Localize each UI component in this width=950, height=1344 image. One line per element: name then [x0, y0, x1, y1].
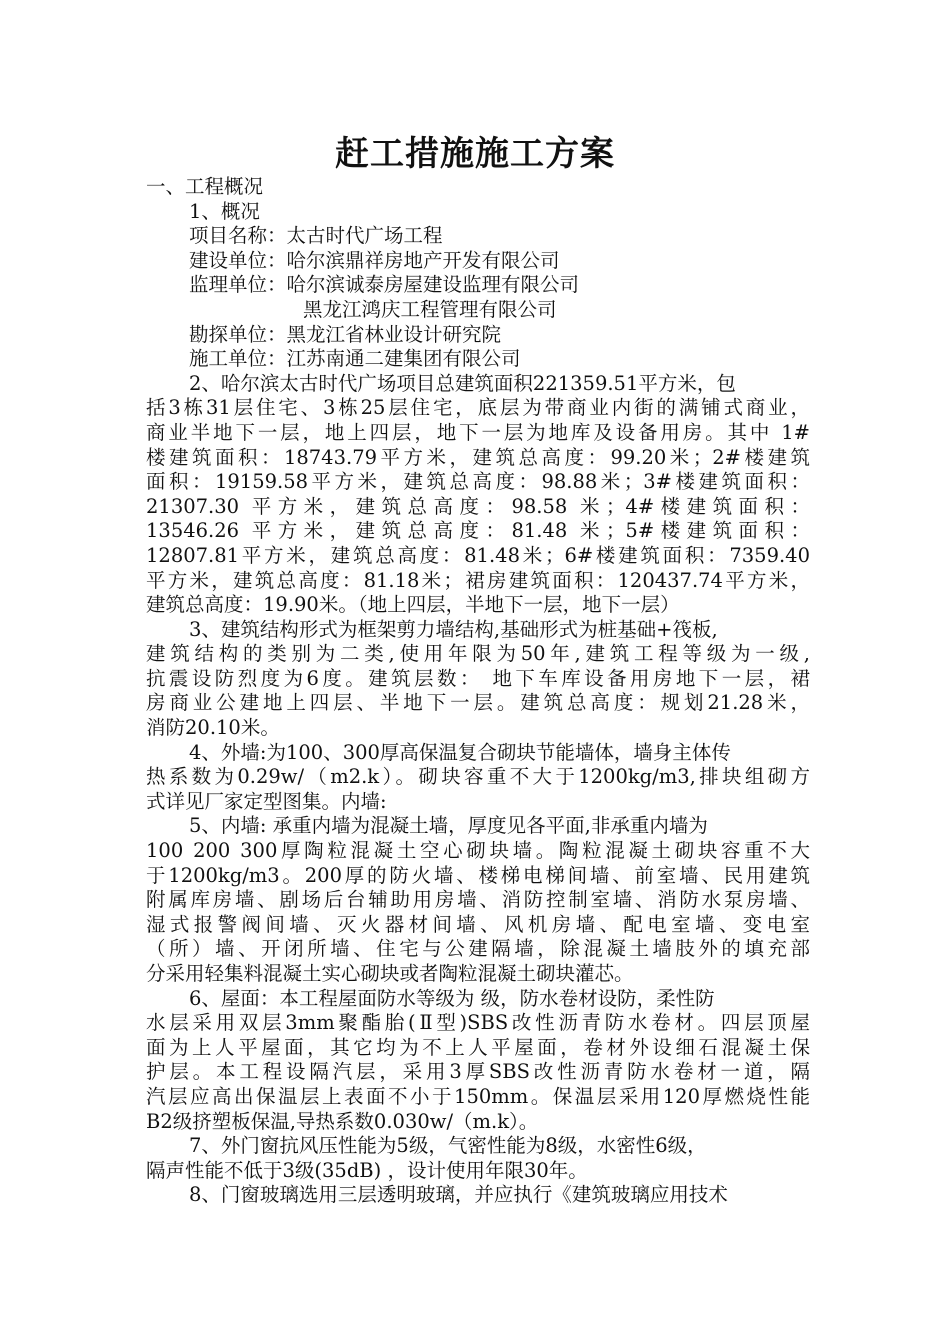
paragraph-5 [146, 814, 810, 986]
paragraph-line: 分采用轻集料混凝土实心砌块或者陶粒混凝土砌块灌芯。 [146, 962, 634, 985]
document-body [146, 175, 810, 1208]
paragraph-line: （所）墙、开闭所墙、住宅与公建隔墙，除混凝土墙肢外的填充部 [146, 937, 810, 961]
paragraph-line: B2级挤塑板保温,导热系数0.030w/（m.k）。 [146, 1109, 539, 1133]
paragraph-line: 21307.30 平方米，建筑总高度：98.58 米；4#楼建筑面积： [146, 494, 810, 518]
paragraph-line: 护层。本工程设隔汽层，采用3厚SBS改性沥青防水卷材一道，隔 [146, 1060, 810, 1084]
paragraph-3 [146, 618, 810, 741]
paragraph-line: 13546.26 平方米，建筑总高度：81.48 米；5#楼建筑面积： [146, 519, 810, 543]
supervision-unit-line-2: 黑龙江鸿庆工程管理有限公司 [303, 297, 557, 321]
paragraph-line: 抗震设防烈度为6度。建筑层数： 地下车库设备用房地下一层，裙 [146, 666, 810, 690]
paragraph-line: 4、外墙:为100、300厚高保温复合砌块节能墙体，墙身主体传 [189, 740, 731, 764]
paragraph-line: 12807.81平方米，建筑总高度：81.48米；6#楼建筑面积：7359.40 [146, 543, 810, 567]
paragraph-line: 式详见厂家定型图集。内墙: [146, 789, 387, 813]
paragraph-7 [146, 1134, 810, 1183]
construction-unit-line: 建设单位：哈尔滨鼎祥房地产开发有限公司 [189, 248, 560, 272]
paragraph-2 [146, 372, 810, 618]
paragraph-line: 建筑结构的类别为二类,使用年限为50年,建筑工程等级为一级, [146, 642, 810, 666]
paragraph-line: 商业半地下一层，地上四层，地下一层为地库及设备用房。其中 1# [146, 420, 810, 444]
paragraph-line: 3、建筑结构形式为框架剪力墙结构,基础形式为桩基础+筏板, [189, 617, 718, 641]
paragraph-line: 7、外门窗抗风压性能为5级，气密性能为8级，水密性6级， [189, 1134, 707, 1158]
paragraph-line: 水层采用双层3mm聚酯胎(Ⅱ型)SBS改性沥青防水卷材。四层顶屋 [146, 1011, 810, 1035]
paragraph-line: 8、门窗玻璃选用三层透明玻璃，并应执行《建筑玻璃应用技术 [189, 1183, 728, 1207]
paragraph-line: 楼建筑面积：18743.79平方米，建筑总高度：99.20米；2#楼建筑 [146, 445, 810, 469]
paragraph-line: 湿式报警阀间墙、灭火器材间墙、风机房墙、配电室墙、变电室 [146, 912, 810, 936]
paragraph-line: 隔声性能不低于3级(35dB) ，设计使用年限30年。 [146, 1158, 588, 1182]
paragraph-line: 100 200 300厚陶粒混凝土空心砌块墙。陶粒混凝土砌块容重不大 [146, 839, 810, 863]
paragraph-line: 消防20.10米。 [146, 716, 280, 740]
project-name-line: 项目名称：太古时代广场工程 [189, 224, 443, 248]
paragraph-4 [146, 741, 810, 815]
document-title: 赶工措施施工方案 [335, 134, 615, 174]
subsection-heading: 1、概况 [189, 199, 260, 223]
builder-unit-line: 施工单位：江苏南通二建集团有限公司 [189, 347, 521, 371]
paragraph-line: 括3栋31层住宅、3栋25层住宅，底层为带商业内街的满铺式商业， [146, 396, 810, 420]
paragraph-8 [146, 1183, 810, 1208]
survey-unit-line: 勘探单位：黑龙江省林业设计研究院 [189, 322, 502, 346]
paragraph-line: 面为上人平屋面，其它均为不上人平屋面，卷材外设细石混凝土保 [146, 1035, 810, 1059]
section-heading: 一、工程概况 [146, 175, 264, 198]
paragraph-line: 房商业公建地上四层、半地下一层。建筑总高度：规划21.28米， [146, 691, 810, 715]
paragraph-line: 于1200kg/m3。200厚的防火墙、楼梯电梯间墙、前室墙、民用建筑 [146, 863, 810, 887]
supervision-unit-line: 监理单位：哈尔滨诚泰房屋建设监理有限公司 [189, 273, 580, 297]
paragraph-6 [146, 987, 810, 1135]
paragraph-line: 5、内墙: 承重内墙为混凝土墙，厚度见各平面,非承重内墙为 [189, 814, 708, 838]
paragraph-line: 6、屋面：本工程屋面防水等级为 级，防水卷材设防，柔性防 [189, 986, 715, 1010]
paragraph-line: 建筑总高度：19.90米。（地上四层，半地下一层，地下一层） [146, 593, 680, 617]
paragraph-line: 平方米，建筑总高度：81.18米；裙房建筑面积：120437.74平方米， [146, 568, 810, 592]
paragraph-line: 附属库房墙、剧场后台辅助用房墙、消防控制室墙、消防水泵房墙、 [146, 888, 810, 912]
paragraph-line: 热系数为0.29w/（m2.k）。砌块容重不大于1200kg/m3,排块组砌方 [146, 765, 810, 789]
paragraph-line: 2、哈尔滨太古时代广场项目总建筑面积221359.51平方米，包 [189, 371, 736, 395]
paragraph-line: 汽层应高出保温层上表面不小于150mm。保温层采用120厚燃烧性能 [146, 1084, 810, 1108]
paragraph-line: 面积：19159.58平方米，建筑总高度：98.88米；3#楼建筑面积： [146, 470, 810, 494]
